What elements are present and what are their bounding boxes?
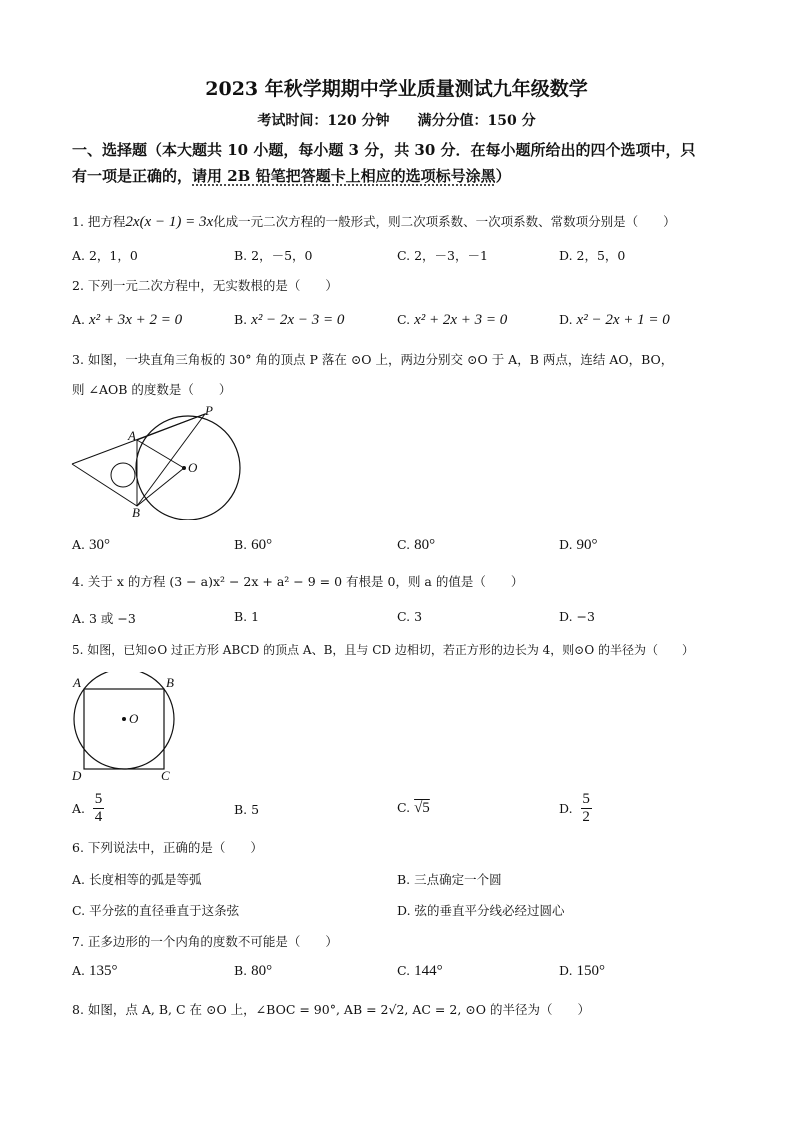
q3-segment-ao <box>137 440 184 468</box>
q1-option-d: D. 2，5，0 <box>559 248 626 263</box>
q3-label-o: O <box>188 460 198 475</box>
question-1-stem <box>72 212 676 231</box>
q5-label-opt-b: B. <box>234 802 248 817</box>
q5-figure <box>66 672 191 784</box>
q2-label-c: C. <box>397 312 411 327</box>
q7-value-a: 135° <box>89 963 118 979</box>
q6-option-b: B. 三点确定一个圆 <box>397 872 502 887</box>
q4-option-b: B. 1 <box>234 609 260 624</box>
question-2-stem: 2. 下列一元二次方程中，无实数根的是（ ） <box>72 278 338 293</box>
q7-value-b: 80° <box>251 963 273 979</box>
question-4-stem: 4. 关于 x 的方程 (3 − a)x² − 2x + a² − 9 = 0 有根是 0，则 a 的值是（ ） <box>72 574 524 589</box>
q5-label-a: A <box>73 675 81 690</box>
q2-option-d <box>559 312 670 329</box>
section-line2-post: ） <box>495 167 511 185</box>
page-title: 2023 年秋学期期中学业质量测试九年级数学 <box>205 78 588 100</box>
q7-label-b: B. <box>234 963 248 978</box>
q3-option-a <box>72 537 110 554</box>
question-5-stem: 5. 如图，已知⊙O 过正方形 ABCD 的顶点 A、B，且与 CD 边相切，若正方形的边长为 4，则⊙O 的半径为（ ） <box>72 643 694 657</box>
q7-label-c: C. <box>397 963 411 978</box>
q7-option-b <box>234 963 272 980</box>
q7-label-a: A. <box>72 963 86 978</box>
q5-value-c: √5 <box>414 800 430 816</box>
section-heading-line2 <box>72 164 511 188</box>
section-heading-line1: 一、选择题（本大题共 10 小题，每小题 3 分，共 30 分．在每小题所给出的四个选项中，只 <box>72 141 696 159</box>
q7-label-d: D. <box>559 963 573 978</box>
q7-option-d <box>559 963 605 980</box>
q2-label-b: B. <box>234 312 248 327</box>
q5-option-b <box>234 802 259 817</box>
q3-label-opt-c: C. <box>397 537 411 552</box>
q5-label-opt-d: D. <box>559 801 573 816</box>
q1-option-a: A. 2，1，0 <box>72 248 138 263</box>
q2-equation-c: x² + 2x + 3 = 0 <box>414 312 508 328</box>
question-3-stem-line1: 3. 如图，一块直角三角板的 30° 角的顶点 P 落在 ⊙O 上，两边分别交 ⊙O 于 A，B 两点，连结 AO，BO， <box>72 352 674 367</box>
q3-value-a: 30° <box>89 537 110 553</box>
q5-center-dot <box>122 717 126 721</box>
q3-label-opt-b: B. <box>234 537 248 552</box>
q3-option-b <box>234 537 272 554</box>
q3-label-opt-d: D. <box>559 537 573 552</box>
q5-label-o: O <box>129 711 139 726</box>
q5-label-b: B <box>166 675 174 690</box>
q2-option-c <box>397 312 507 329</box>
q5-fraction-d <box>581 791 592 826</box>
question-3-stem-line2: 则 ∠AOB 的度数是（ ） <box>72 382 232 397</box>
question-6-stem: 6. 下列说法中，正确的是（ ） <box>72 840 263 855</box>
question-7-stem: 7. 正多边形的一个内角的度数不可能是（ ） <box>72 934 338 949</box>
q3-label-p: P <box>205 403 213 418</box>
q2-label-a: A. <box>72 312 86 327</box>
q5-fraction-a <box>93 791 104 826</box>
q5-label-opt-a: A. <box>72 801 86 816</box>
q6-option-a: A. 长度相等的弧是等弧 <box>72 872 202 887</box>
q6-option-d: D. 弦的垂直平分线必经过圆心 <box>397 903 565 918</box>
question-8-stem: 8. 如图，点 A, B, C 在 ⊙O 上，∠BOC = 90°, AB = 2√2, AC = 2, ⊙O 的半径为（ ） <box>72 1002 590 1017</box>
q5-d-denominator: 2 <box>582 809 590 825</box>
q7-option-a <box>72 963 118 980</box>
q2-option-b <box>234 312 344 329</box>
q3-label-b: B <box>132 505 140 520</box>
q5-value-b: 5 <box>251 802 260 817</box>
q5-option-d <box>559 791 592 826</box>
q2-equation-d: x² − 2x + 1 = 0 <box>576 312 670 328</box>
q2-equation-b: x² − 2x − 3 = 0 <box>251 312 345 328</box>
q6-option-c: C. 平分弦的直径垂直于这条弦 <box>72 903 240 918</box>
q5-d-numerator: 5 <box>582 791 590 807</box>
q3-center-dot <box>182 466 186 470</box>
q3-value-b: 60° <box>251 537 273 553</box>
exam-info: 考试时间：120 分钟 满分分值：150 分 <box>257 113 536 129</box>
q4-option-a: A. 3 或 −3 <box>72 611 136 626</box>
q7-value-d: 150° <box>576 963 606 979</box>
q3-option-c <box>397 537 435 554</box>
q1-option-c: C. 2，－3，－1 <box>397 248 488 263</box>
q2-label-d: D. <box>559 312 573 327</box>
q5-square <box>84 689 164 769</box>
q5-label-d: D <box>72 768 82 783</box>
q1-post: 化成一元二次方程的一般形式，则二次项系数、一次项系数、常数项分别是（ ） <box>213 214 676 229</box>
q2-equation-a: x² + 3x + 2 = 0 <box>89 312 183 328</box>
section-line2-dotted: 请用 2B 铅笔把答题卡上相应的选项标号涂黑 <box>192 167 496 185</box>
q5-label-opt-c: C. <box>397 800 411 815</box>
q3-value-c: 80° <box>414 537 436 553</box>
q3-option-d <box>559 537 598 554</box>
q5-a-denominator: 4 <box>94 809 103 825</box>
q3-triangle-hole <box>111 463 135 487</box>
q5-option-a <box>72 791 104 826</box>
q1-option-b: B. 2，－5，0 <box>234 248 313 263</box>
q1-pre: 1. 把方程 <box>72 214 126 229</box>
q3-value-d: 90° <box>576 537 598 553</box>
q5-a-numerator: 5 <box>94 791 103 807</box>
q5-label-c: C <box>161 768 170 783</box>
q3-set-square <box>72 414 205 506</box>
q3-figure <box>66 402 251 520</box>
q7-option-c <box>397 963 443 980</box>
section-line2-pre: 有一项是正确的， <box>72 167 193 185</box>
q2-option-a <box>72 312 182 329</box>
q7-value-c: 144° <box>414 963 443 979</box>
q3-label-a: A <box>128 428 136 443</box>
q1-equation: 2x(x − 1) = 3x <box>125 214 214 230</box>
q4-option-d: D. −3 <box>559 609 595 624</box>
q4-option-c: C. 3 <box>397 609 423 624</box>
q5-option-c <box>397 800 430 817</box>
q3-label-opt-a: A. <box>72 537 86 552</box>
